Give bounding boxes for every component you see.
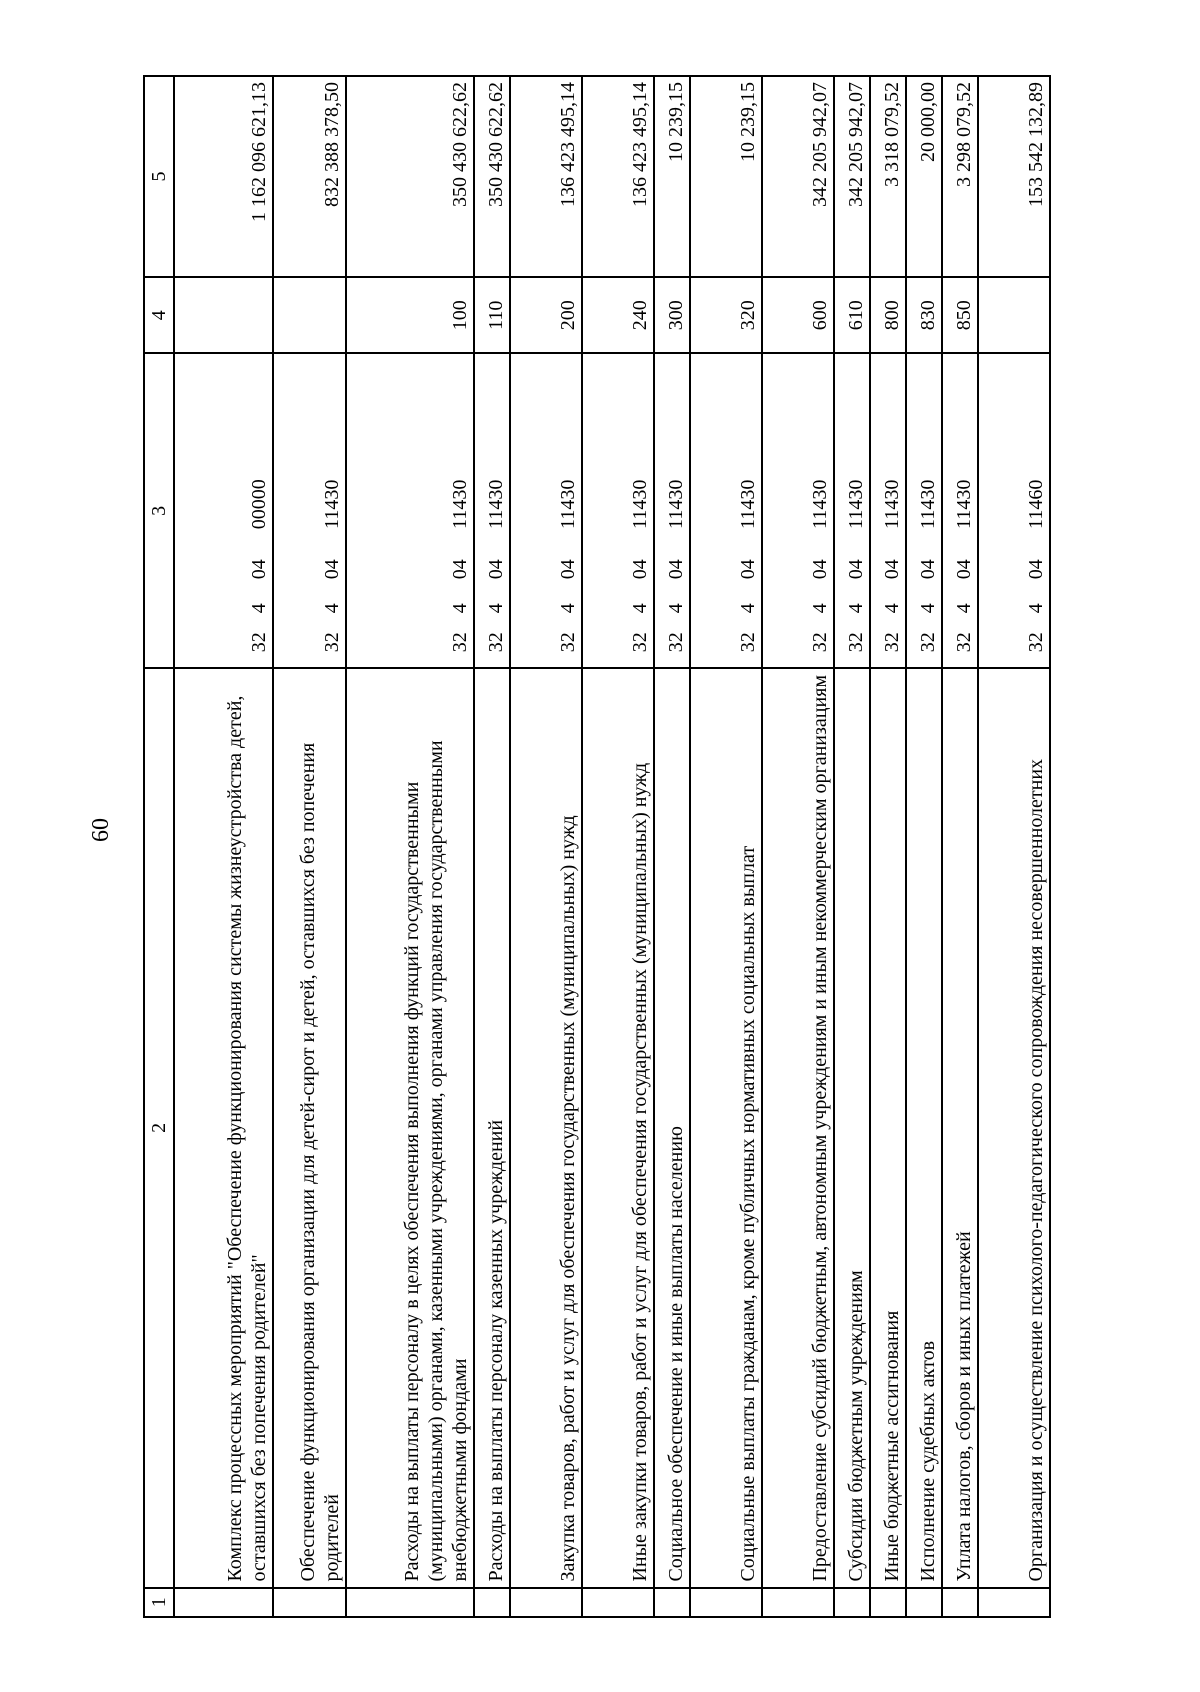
code-direction: 11430 — [485, 479, 507, 529]
code-direction: 11430 — [809, 479, 831, 529]
code-subprogram: 04 — [248, 559, 270, 580]
expense-name: Иные бюджетные ассигнования — [870, 668, 906, 1587]
expense-name: Исполнение судебных актов — [906, 668, 942, 1587]
row-number-cell — [474, 1588, 510, 1617]
column-header: 5 — [144, 76, 174, 277]
table-row — [174, 76, 273, 1617]
table-row — [654, 76, 690, 1617]
code-subprogram: 04 — [737, 559, 759, 580]
row-number-cell — [654, 1588, 690, 1617]
expense-type-code: 300 — [654, 277, 690, 353]
expense-type-code: 110 — [474, 277, 510, 353]
column-header: 2 — [144, 668, 174, 1587]
code-direction: 11430 — [321, 479, 343, 529]
table-row — [690, 76, 762, 1617]
table-row — [942, 76, 978, 1617]
code-type: 4 — [881, 603, 903, 614]
table-header-row — [144, 76, 174, 1617]
code-direction: 11430 — [845, 479, 867, 529]
code-type: 4 — [845, 603, 867, 614]
code-program: 32 — [557, 632, 579, 653]
budget-table — [143, 75, 1051, 1618]
expense-type-code: 800 — [870, 277, 906, 353]
code-direction: 11430 — [917, 479, 939, 529]
code-subprogram: 04 — [629, 559, 651, 580]
table-row — [474, 76, 510, 1617]
row-number-cell — [762, 1588, 834, 1617]
table-row — [510, 76, 582, 1617]
code-type: 4 — [449, 603, 471, 614]
code-type: 4 — [665, 603, 687, 614]
code-type: 4 — [557, 603, 579, 614]
row-number-cell — [582, 1588, 654, 1617]
budget-code — [654, 353, 690, 668]
code-type: 4 — [485, 603, 507, 614]
table-row — [762, 76, 834, 1617]
code-program: 32 — [485, 632, 507, 653]
code-direction: 11430 — [449, 479, 471, 529]
code-type: 4 — [809, 603, 831, 614]
code-direction: 11460 — [1025, 479, 1047, 529]
code-direction: 11430 — [665, 479, 687, 529]
amount: 342 205 942,07 — [834, 76, 870, 277]
code-type: 4 — [248, 603, 270, 614]
amount: 20 000,00 — [906, 76, 942, 277]
column-header: 4 — [144, 277, 174, 353]
table-row — [978, 76, 1050, 1617]
amount: 1 162 096 621,13 — [174, 76, 273, 277]
code-type: 4 — [629, 603, 651, 614]
table-row — [582, 76, 654, 1617]
expense-name: Расходы на выплаты персоналу в целях обеспечения выполнения функций государственными (муниципальными) органами, казенными учреждениями, органами управления государственными внебюджетными фондами — [346, 668, 474, 1587]
row-number-cell — [870, 1588, 906, 1617]
budget-code — [762, 353, 834, 668]
column-header: 1 — [144, 1588, 174, 1617]
expense-name: Уплата налогов, сборов и иных платежей — [942, 668, 978, 1587]
expense-name: Иные закупки товаров, работ и услуг для обеспечения государственных (муниципальных) нужд — [582, 668, 654, 1587]
expense-type-code: 100 — [346, 277, 474, 353]
code-program: 32 — [665, 632, 687, 653]
code-direction: 11430 — [881, 479, 903, 529]
budget-code — [510, 353, 582, 668]
row-number-cell — [978, 1588, 1050, 1617]
code-type: 4 — [1025, 603, 1047, 614]
row-number-cell — [346, 1588, 474, 1617]
expense-type-code: 600 — [762, 277, 834, 353]
budget-code — [906, 353, 942, 668]
code-program: 32 — [917, 632, 939, 653]
code-type: 4 — [953, 603, 975, 614]
table-row — [346, 76, 474, 1617]
amount: 3 318 079,52 — [870, 76, 906, 277]
code-program: 32 — [1025, 632, 1047, 653]
expense-name: Расходы на выплаты персоналу казенных учреждений — [474, 668, 510, 1587]
code-subprogram: 04 — [809, 559, 831, 580]
table-row — [906, 76, 942, 1617]
expense-name: Предоставление субсидий бюджетным, автономным учреждениям и иным некоммерческим организациям — [762, 668, 834, 1587]
expense-type-code: 200 — [510, 277, 582, 353]
code-direction: 11430 — [557, 479, 579, 529]
amount: 350 430 622,62 — [474, 76, 510, 277]
expense-type-code: 610 — [834, 277, 870, 353]
code-program: 32 — [629, 632, 651, 653]
code-direction: 00000 — [248, 479, 270, 530]
row-number-cell — [273, 1588, 346, 1617]
expense-type-code — [174, 277, 273, 353]
code-type: 4 — [737, 603, 759, 614]
amount: 136 423 495,14 — [510, 76, 582, 277]
code-subprogram: 04 — [665, 559, 687, 580]
code-program: 32 — [321, 632, 343, 653]
expense-name: Социальные выплаты гражданам, кроме публичных нормативных социальных выплат — [690, 668, 762, 1587]
code-subprogram: 04 — [845, 559, 867, 580]
expense-type-code: 830 — [906, 277, 942, 353]
amount: 3 298 079,52 — [942, 76, 978, 277]
budget-code — [582, 353, 654, 668]
expense-type-code — [273, 277, 346, 353]
code-program: 32 — [248, 632, 270, 653]
row-number-cell — [942, 1588, 978, 1617]
budget-code — [870, 353, 906, 668]
budget-code — [690, 353, 762, 668]
code-direction: 11430 — [629, 479, 651, 529]
code-direction: 11430 — [953, 479, 975, 529]
amount: 832 388 378,50 — [273, 76, 346, 277]
amount: 153 542 132,89 — [978, 76, 1050, 277]
code-subprogram: 04 — [881, 559, 903, 580]
code-subprogram: 04 — [917, 559, 939, 580]
table-row — [870, 76, 906, 1617]
code-direction: 11430 — [737, 479, 759, 529]
code-program: 32 — [737, 632, 759, 653]
row-number-cell — [510, 1588, 582, 1617]
code-subprogram: 04 — [1025, 559, 1047, 580]
table-row — [834, 76, 870, 1617]
expense-name: Обеспечение функционирования организации для детей-сирот и детей, оставшихся без попечения родителей — [273, 668, 346, 1587]
code-subprogram: 04 — [953, 559, 975, 580]
code-subprogram: 04 — [321, 559, 343, 580]
code-program: 32 — [845, 632, 867, 653]
code-program: 32 — [449, 632, 471, 653]
row-number-cell — [174, 1588, 273, 1617]
amount: 136 423 495,14 — [582, 76, 654, 277]
rotated-table-container — [143, 75, 1095, 1618]
expense-name: Закупка товаров, работ и услуг для обеспечения государственных (муниципальных) нужд — [510, 668, 582, 1587]
expense-name: Комплекс процессных мероприятий "Обеспечение функционирования системы жизнеустройства детей, оставшихся без попечения родителей" — [174, 668, 273, 1587]
expense-name: Субсидии бюджетным учреждениям — [834, 668, 870, 1587]
budget-code — [174, 353, 273, 668]
code-subprogram: 04 — [557, 559, 579, 580]
code-subprogram: 04 — [449, 559, 471, 580]
expense-type-code: 240 — [582, 277, 654, 353]
row-number-cell — [834, 1588, 870, 1617]
table-row — [273, 76, 346, 1617]
code-program: 32 — [809, 632, 831, 653]
expense-name: Социальное обеспечение и иные выплаты населению — [654, 668, 690, 1587]
column-header: 3 — [144, 353, 174, 668]
page-number: 60 — [87, 818, 114, 842]
budget-code — [942, 353, 978, 668]
expense-name: Организация и осуществление психолого-педагогического сопровождения несовершеннолетних — [978, 668, 1050, 1587]
code-program: 32 — [953, 632, 975, 653]
budget-code — [834, 353, 870, 668]
amount: 342 205 942,07 — [762, 76, 834, 277]
code-program: 32 — [881, 632, 903, 653]
budget-code — [474, 353, 510, 668]
amount: 350 430 622,62 — [346, 76, 474, 277]
amount: 10 239,15 — [690, 76, 762, 277]
code-type: 4 — [321, 603, 343, 614]
code-subprogram: 04 — [485, 559, 507, 580]
expense-type-code: 320 — [690, 277, 762, 353]
budget-code — [978, 353, 1050, 668]
amount: 10 239,15 — [654, 76, 690, 277]
budget-code — [273, 353, 346, 668]
expense-type-code: 850 — [942, 277, 978, 353]
budget-code — [346, 353, 474, 668]
row-number-cell — [906, 1588, 942, 1617]
row-number-cell — [690, 1588, 762, 1617]
expense-type-code — [978, 277, 1050, 353]
code-type: 4 — [917, 603, 939, 614]
